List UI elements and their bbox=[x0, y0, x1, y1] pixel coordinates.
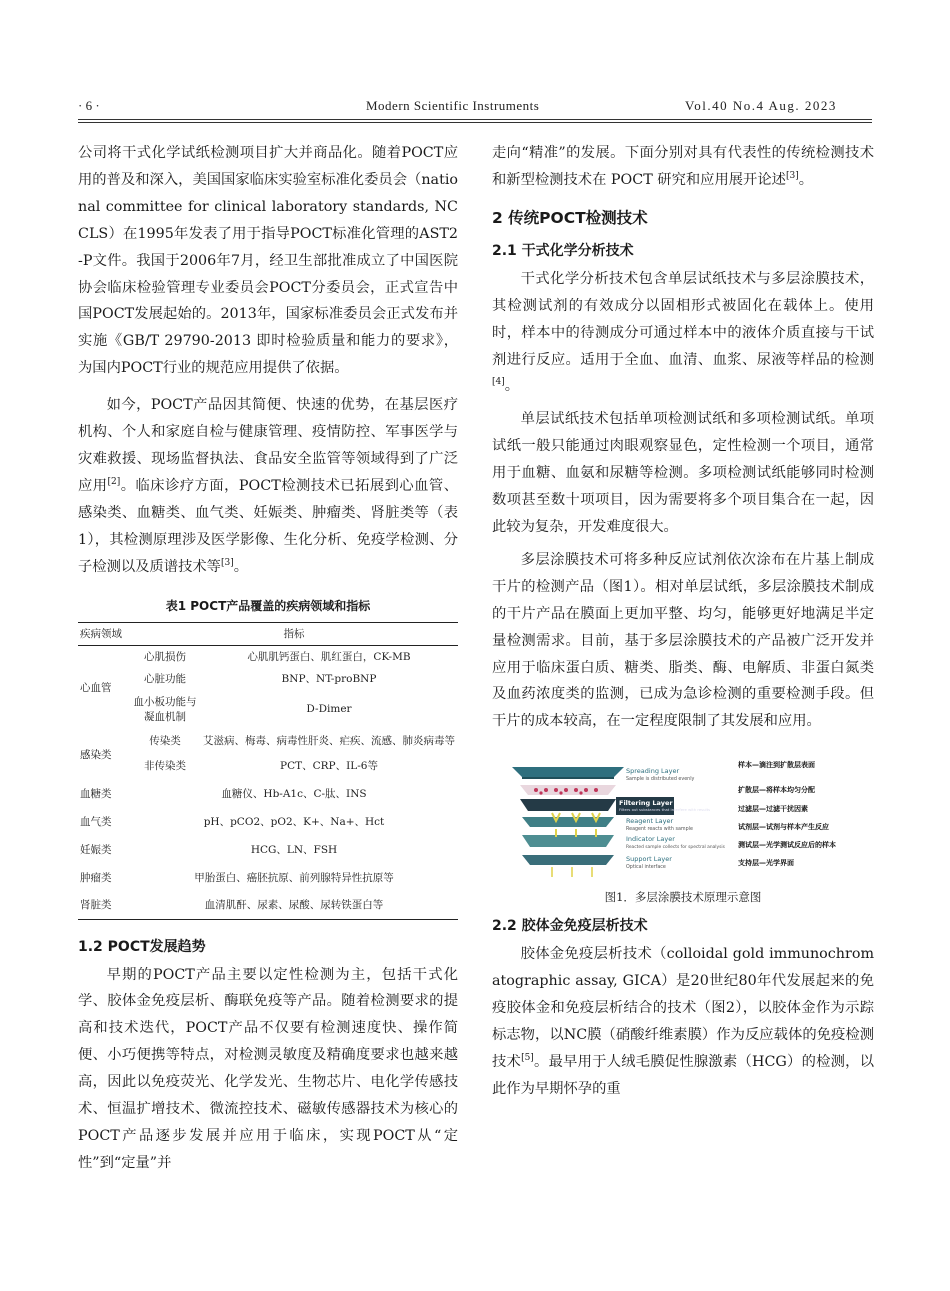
reagent-layer-shape bbox=[522, 813, 614, 827]
table-row bbox=[78, 667, 458, 689]
label-en-4: Indicator Layer bbox=[626, 835, 675, 844]
paragraph-multi-layer: 多层涂膜技术可将多种反应试剂依次涂布在片基上制成干片的检测产品（图1）。相对单层试纸，多层涂膜技术制成的干片产品在膜面上更加平整、均匀，能够更好地满足半定量检测需求。目前，基于多层涂膜技术的产品被广泛开发并应用于临床蛋白质、糖类、脂类、酶、电解质、非蛋白氮类及血药浓度类的监测，已成为急诊检测的重要检测手段。但干片的成本较高，在一定程度限制了其发展和应用。 bbox=[492, 551, 874, 730]
table-caption: 表1 POCT产品覆盖的疾病领域和指标 bbox=[165, 598, 371, 613]
table-row bbox=[78, 863, 458, 891]
page-number: · 6 · bbox=[78, 98, 100, 113]
label-sub-0: Sample is distributed evenly bbox=[626, 777, 695, 783]
table-cell-indicator: BNP、NT-proBNP bbox=[281, 672, 377, 685]
label-cn-0: 样本—滴注到扩散层表面 bbox=[738, 761, 815, 770]
table-row bbox=[78, 891, 458, 919]
indicator-layer-shape bbox=[522, 829, 614, 847]
table-cell-disease: 肾脏类 bbox=[80, 899, 112, 912]
label-sub-4: Reacted sample collects for spectral analysis bbox=[626, 845, 725, 851]
section-heading-2: 2 传统POCT检测技术 bbox=[492, 208, 648, 227]
section-heading-2-1: 2.1 干式化学分析技术 bbox=[492, 242, 634, 259]
table-cell-indicator: 艾滋病、梅毒、病毒性肝炎、疟疾、流感、肺炎病毒等 bbox=[203, 734, 455, 747]
label-en-5: Support Layer bbox=[626, 855, 672, 864]
table-cell-indicator: PCT、CRP、IL-6等 bbox=[280, 759, 378, 772]
table-cell-indicator: pH、pCO2、pO2、K+、Na+、Hct bbox=[203, 815, 385, 828]
label-en-2: Filtering Layer bbox=[619, 799, 673, 808]
figure-caption: 图1．多层涂膜技术原理示意图 bbox=[604, 890, 762, 905]
label-cn-5: 支持层—光学界面 bbox=[738, 859, 794, 868]
table-cell-indicator: 血糖仪、Hb-A1c、C-肽、INS bbox=[221, 787, 367, 800]
paragraph-intro-history: 公司将干式化学试纸检测项目扩大并商品化。随着POCT应用的普及和深入，美国国家临床实验室标准化委员会（national committee for clinical laboratory standards, NCCLS）在1995年发表了用于指导POCT标准化管理的AST2-P文件。我国于2006年7月，经卫生部批准成立了中国医院协会临床检验管理专业委员会POCT分委员会，正式宣告中国POCT发展起始的。2013年，国家标准委员会正式发布并实施《GB/T 29790-2013 即时检验质量和能力的要求》，为国内POCT行业的规范应用提供了依据。 bbox=[78, 145, 458, 377]
citation[interactable]: [3] bbox=[785, 171, 799, 182]
section-heading-1-2: 1.2 POCT发展趋势 bbox=[78, 938, 206, 955]
label-sub-5: Optical interface bbox=[626, 865, 666, 871]
text: 走向“精准”的发展。下面分别对具有代表性的传统检测技术和新型检测技术在 POCT 研究和应用展开论述 bbox=[492, 145, 874, 188]
text: 胶体金免疫层析技术（colloidal gold immunochromatographic assay, GICA）是20世纪80年代发展起来的免疫胶体金和免疫层析结合的技术（图2），以胶体金作为示踪标志物，以NC膜（硝酸纤维素膜）作为反应载体的免疫检测技术 bbox=[492, 946, 874, 1070]
table-cell-disease: 血糖类 bbox=[80, 787, 112, 800]
table-cell-disease: 心血管 bbox=[80, 681, 112, 694]
paragraph-continuation bbox=[492, 140, 874, 194]
paragraph-single-layer: 单层试纸技术包括单项检测试纸和多项检测试纸。单项试纸一般只能通过肉眼观察显色，定性检测一个项目，通常用于血糖、血氨和尿糖等检测。多项检测试纸能够同时检测数项甚至数十项项目，因为需要将多个项目集合在一起，因此较为复杂，开发难度很大。 bbox=[492, 411, 874, 535]
citation[interactable]: [5] bbox=[521, 1053, 534, 1064]
table-cell-indicator: 血清肌酐、尿素、尿酸、尿转铁蛋白等 bbox=[204, 899, 384, 912]
label-cn-2: 过滤层—过滤干扰因素 bbox=[738, 805, 808, 814]
multilayer-diagram bbox=[492, 755, 874, 883]
label-sub-3: Reagent reacts with sample bbox=[626, 827, 693, 833]
table-cell-indicator: HCG、LN、FSH bbox=[250, 843, 338, 856]
table-row bbox=[78, 645, 458, 667]
text: 。最早用于人绒毛膜促性腺激素（HCG）的检测，以此作为早期怀孕的重 bbox=[492, 1053, 874, 1097]
table-cell-subcategory: 传染类 bbox=[149, 734, 181, 747]
table-cell-disease: 妊娠类 bbox=[80, 843, 112, 856]
spreading-layer-shape bbox=[512, 767, 624, 779]
paragraph-applications bbox=[78, 392, 458, 580]
paragraph-dry-chemistry bbox=[492, 266, 874, 401]
table-header-disease: 疾病领域 bbox=[80, 628, 122, 640]
figure-multilayer bbox=[492, 755, 874, 883]
table-cell-subcategory: 非传染类 bbox=[144, 759, 186, 772]
header-rule-top bbox=[78, 119, 872, 120]
table-cell-disease: 血气类 bbox=[80, 815, 112, 828]
table-cell-disease: 感染类 bbox=[80, 748, 112, 761]
label-cn-4: 测试层—光学测试反应后的样本 bbox=[738, 841, 836, 850]
table-row bbox=[78, 729, 458, 751]
paragraph-trends: 早期的POCT产品主要以定性检测为主，包括干式化学、胶体金免疫层析、酶联免疫等产品。随着检测要求的提高和技术迭代，POCT产品不仅要有检测速度快、操作简便、小巧便携等特点，对检测灵敏度及精确度要求也越来越高，因此以免疫荧光、化学发光、生物芯片、电化学传感技术、恒温扩增技术、微流控技术、磁敏传感器技术为核心的POCT产品逐步发展并应用于临床，实现POCT从“定性”到“定量”并 bbox=[78, 966, 458, 1171]
table-cell-indicator: 心肌肌钙蛋白、肌红蛋白，CK-MB bbox=[247, 650, 411, 663]
text: 。 bbox=[504, 378, 520, 395]
text: 干式化学分析技术包含单层试纸技术与多层涂膜技术，其检测试剂的有效成分以固相形式被固化在载体上。使用时，样本中的待测成分可通过样本中的液体介质直接与干试剂进行反应。适用于全血、血清、血浆、尿液等样品的检测 bbox=[492, 270, 874, 368]
right-column bbox=[492, 140, 874, 1103]
table-cell-indicator: D-Dimer bbox=[306, 703, 352, 715]
table-row bbox=[78, 751, 458, 779]
journal-title: Modern Scientific Instruments bbox=[366, 98, 540, 113]
section-heading-2-2: 2.2 胶体金免疫层析技术 bbox=[492, 918, 648, 935]
paragraph-gica bbox=[492, 941, 874, 1102]
text: 。 bbox=[233, 558, 249, 575]
citation[interactable]: [3] bbox=[220, 557, 234, 568]
text: 。 bbox=[798, 171, 813, 188]
label-cn-3: 试剂层—试剂与样本产生反应 bbox=[738, 823, 829, 832]
table-row bbox=[78, 835, 458, 863]
label-sub-2: Filters out substances that interfere with results bbox=[619, 807, 711, 813]
label-en-3: Reagent Layer bbox=[626, 817, 674, 826]
citation[interactable]: [2] bbox=[107, 477, 121, 488]
support-layer-shape bbox=[522, 855, 614, 877]
citation[interactable]: [4] bbox=[492, 377, 505, 388]
table-row bbox=[78, 807, 458, 835]
table-cell-disease: 肿瘤类 bbox=[80, 871, 112, 884]
header-rule-bottom bbox=[78, 122, 872, 123]
table-row bbox=[78, 779, 458, 807]
volume-info: Vol.40 No.4 Aug. 2023 bbox=[685, 98, 837, 113]
sample-dots bbox=[520, 785, 616, 795]
table-row bbox=[78, 689, 458, 729]
left-column bbox=[78, 140, 458, 1177]
table-cell-subcategory: 心脏功能 bbox=[144, 672, 186, 685]
table-cell-subcategory: 心肌损伤 bbox=[144, 650, 186, 663]
label-en-0: Spreading Layer bbox=[626, 767, 680, 776]
disease-indicator-table bbox=[78, 622, 458, 920]
text: 。临床诊疗方面，POCT检测技术已拓展到心血管、感染类、血糖类、血气类、妊娠类、肿瘤类、肾脏类等（表1），其检测原理涉及医学影像、生化分析、免疫学检测、分子检测以及质谱技术等 bbox=[78, 477, 458, 575]
table-header-indicator: 指标 bbox=[283, 628, 305, 640]
table-cell-subcategory: 血小板功能与凝血机制 bbox=[133, 696, 197, 723]
table-cell-indicator: 甲胎蛋白、癌胚抗原、前列腺特异性抗原等 bbox=[194, 871, 394, 884]
text: 如今，POCT产品因其简便、快速的优势，在基层医疗机构、个人和家庭自检与健康管理、疫情防控、军事医学与灾难救援、现场监督执法、食品安全监管等领域得到了广泛应用 bbox=[78, 397, 458, 494]
label-cn-1: 扩散层—将样本均匀分配 bbox=[738, 786, 815, 795]
